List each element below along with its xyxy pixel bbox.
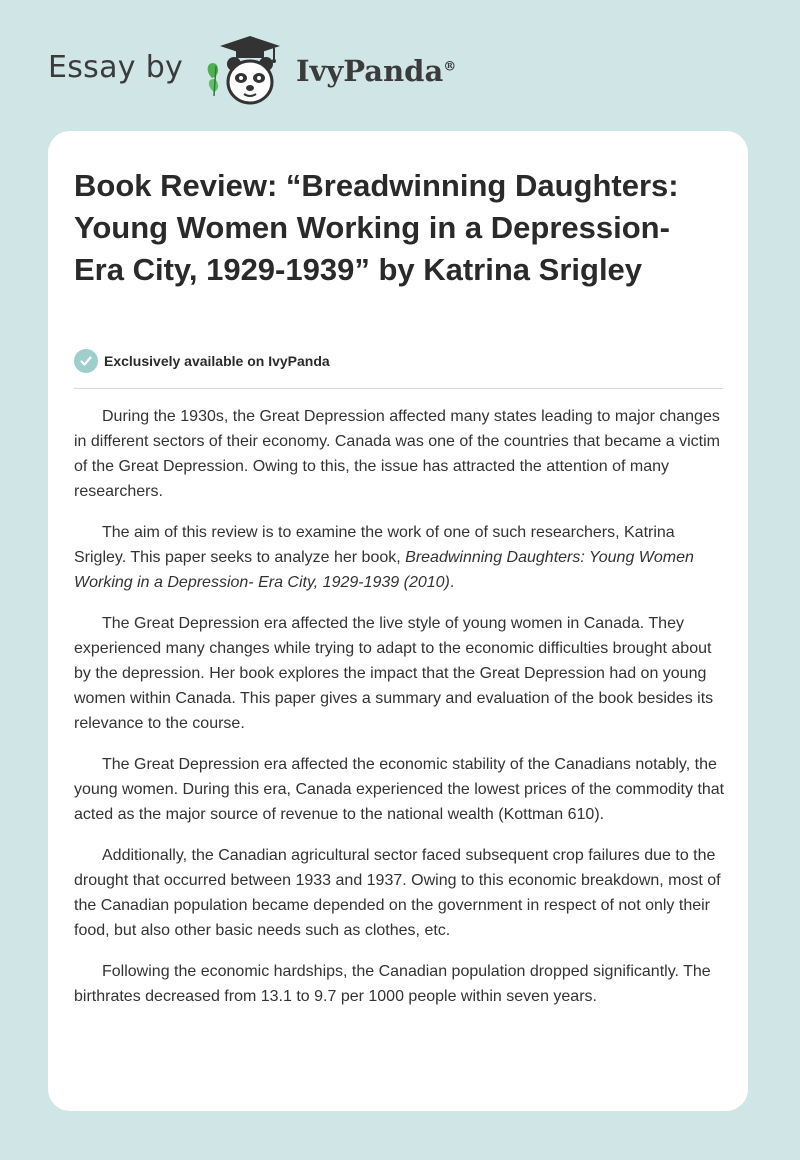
book-title-citation: Breadwinning Daughters: Young Women Working in a Depression- Era City, 1929-1939 (2010) [74, 549, 694, 591]
panda-logo-icon[interactable] [200, 30, 300, 110]
brand-name[interactable]: IvyPanda® [296, 54, 457, 88]
site-header [0, 0, 800, 130]
graduation-cap-icon [220, 36, 280, 63]
exclusive-badge [74, 348, 330, 374]
paragraph: During the 1930s, the Great Depression affected many states leading to major changes in different sectors of their economy. Canada was one of the countries that became a victim of the Great Depression. Owing to this, the issue has attracted the attention of many researchers. [74, 408, 720, 500]
paragraph: The Great Depression era affected the live style of young women in Canada. They experienced many changes while trying to adapt to the economic difficulties brought about by the depression. Her book explores the impact that the Great Depression had on young women within Canada. This paper gives a summary and evaluation of the book besides its relevance to the course. [74, 615, 714, 732]
exclusive-label: Exclusively available on IvyPanda [104, 353, 330, 369]
paragraph: The aim of this review is to examine the work of one of such researchers, Katrina Srigley. This paper seeks to analyze her book, Breadwinning Daughters: Young Women Working in a Depression- Era City, 1929-1939 (2010). [74, 524, 694, 591]
article-card [48, 131, 748, 1111]
article-body [74, 404, 726, 1025]
registered-mark: ® [443, 59, 457, 75]
page-title: Book Review: “Breadwinning Daughters: Young Women Working in a Depression- Era City, 1929-1939” by Katrina Srigley [74, 168, 679, 287]
leaf-icon [208, 63, 219, 96]
paragraph: Following the economic hardships, the Canadian population dropped significantly. The birthrates decreased from 13.1 to 9.7 per 1000 people within seven years. [74, 963, 711, 1005]
paragraph: The Great Depression era affected the economic stability of the Canadians notably, the young women. During this era, Canada experienced the lowest prices of the commodity that acted as the major source of revenue to the national wealth (Kottman 610). [74, 756, 725, 823]
essay-by-label: Essay by [48, 50, 184, 85]
check-icon [74, 349, 98, 373]
paragraph: Additionally, the Canadian agricultural sector faced subsequent crop failures due to the drought that occurred between 1933 and 1937. Owing to this economic breakdown, most of the Canadian population became depended on the government in respect of not only their food, but also other basic needs such as clothes, etc. [74, 847, 721, 939]
divider [74, 388, 723, 389]
